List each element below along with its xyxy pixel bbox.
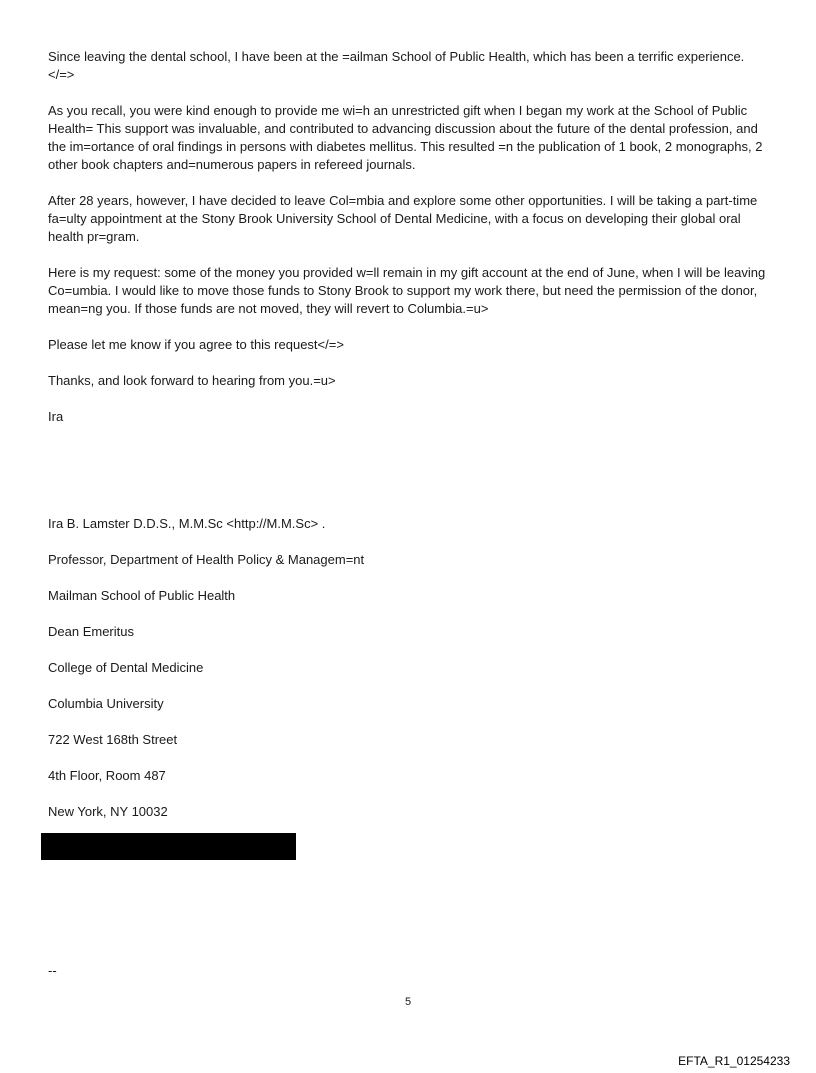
email-sign-off: Ira: [48, 409, 64, 424]
email-paragraph-5: Please let me know if you agree to this request</=>: [48, 337, 344, 352]
bates-number: EFTA_R1_01254233: [678, 1054, 790, 1068]
signature-street: 722 West 168th Street: [48, 732, 178, 747]
signature-city: New York, NY 10032: [48, 804, 168, 819]
signature-college: College of Dental Medicine: [48, 660, 204, 675]
separator: --: [48, 963, 57, 978]
page-number: 5: [404, 996, 412, 1008]
signature-floor-room: 4th Floor, Room 487: [48, 768, 166, 783]
signature-name: Ira B. Lamster D.D.S., M.M.Sc <http://M.M.Sc> .: [48, 516, 326, 531]
signature-school: Mailman School of Public Health: [48, 588, 236, 603]
email-paragraph-4: Here is my request: some of the money you provided w=ll remain in my gift account at the end of June, when I will be leaving Co=umbia. I would like to move those funds to Stony Brook to support my work there, but need the permission of the donor, mean=ng you. If those funds are not moved, they will revert to Columbia.=u>: [48, 265, 766, 316]
email-paragraph-1: Since leaving the dental school, I have been at the =ailman School of Public Health, which has been a terrific experience.</=>: [48, 49, 745, 82]
email-paragraph-3: After 28 years, however, I have decided to leave Col=mbia and explore some other opportunities. I will be taking a part-time fa=ulty appointment at the Stony Brook University School of Dental Medicine, with a focus on developing their global oral health pr=gram.: [48, 193, 758, 244]
signature-role: Dean Emeritus: [48, 624, 134, 639]
signature-university: Columbia University: [48, 696, 164, 711]
email-paragraph-2: As you recall, you were kind enough to provide me wi=h an unrestricted gift when I began my work at the School of Public Health= This support was invaluable, and contributed to advancing discussion about the future of the dental profession, and the im=ortance of oral findings in persons with diabetes mellitus. This resulted =n the publication of 1 book, 2 monographs, 2 other book chapters and=numerous papers in refereed journals.: [48, 103, 763, 172]
email-paragraph-6: Thanks, and look forward to hearing from you.=u>: [48, 373, 336, 388]
signature-title: Professor, Department of Health Policy & Managem=nt: [48, 552, 365, 567]
redaction-bar: [41, 833, 296, 860]
